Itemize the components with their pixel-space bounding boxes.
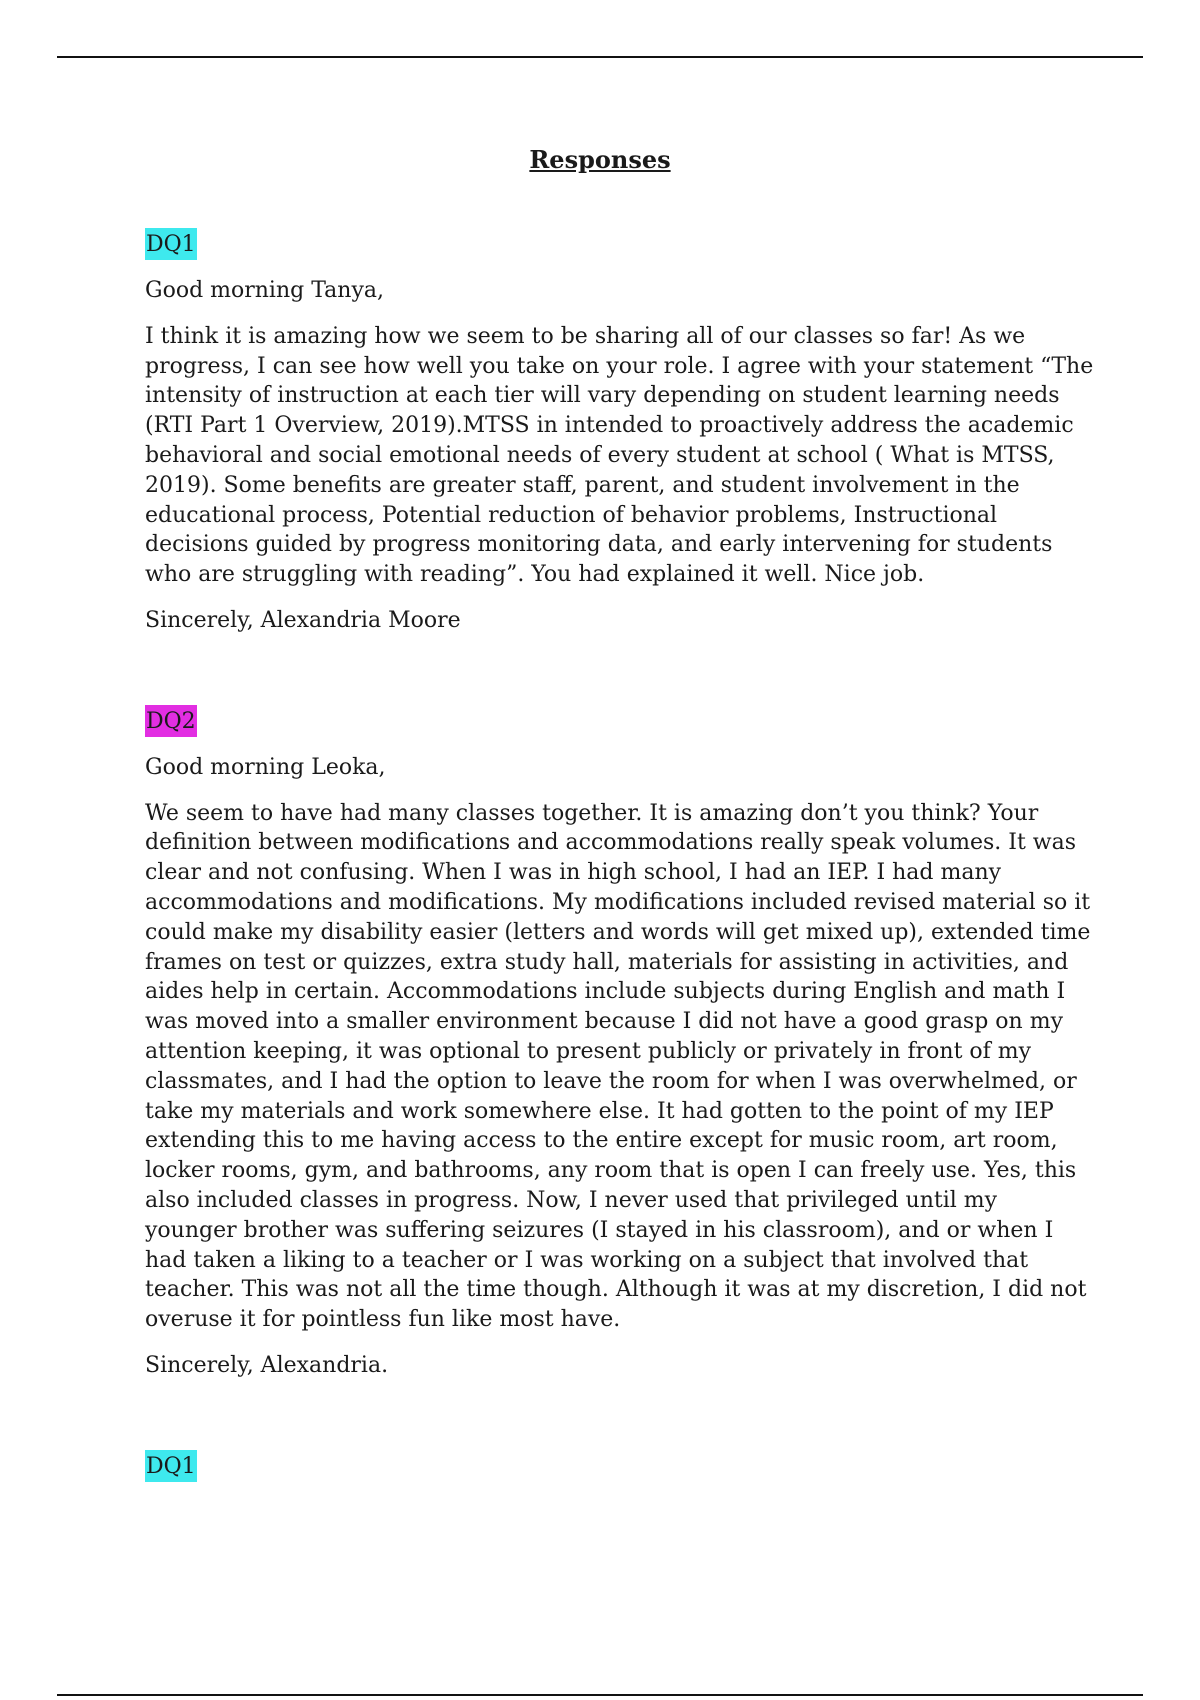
dq-tag: DQ2 (145, 705, 197, 737)
response-text: We seem to have had many classes together. It is amazing don’t you think? Your definition between modifications and accommodations really speak volumes. It was clear and not confusing. When I was in high school, I had an IEP. I had many accommodations and modifications. My modifications included revised material so it could make my disability easier (letters and words will get mixed up), extended time frames on test or quizzes, extra study hall, materials for assisting in activities, and aides help in certain. Accommodations include subjects during English and math I was moved into a smaller environment because I did not have a good grasp on my attention keeping, it was optional to present publicly or privately in front of my classmates, and I had the option to leave the room for when I was overwhelmed, or take my materials and work somewhere else. It had gotten to the point of my IEP extending this to me having access to the entire except for music room, art room, locker rooms, gym, and bathrooms, any room that is open I can freely use. Yes, this also included classes in progress. Now, I never used that privileged until my younger brother was suffering seizures (I stayed in his classroom), and or when I had taken a liking to a teacher or I was working on a subject that involved that teacher. This was not all the time though. Although it was at my discretion, I did not overuse it for pointless fun like most have. (145, 800, 1091, 1333)
sign-off: Sincerely, Alexandria. (145, 1352, 389, 1378)
response-section-dq2 (145, 705, 1095, 1381)
dq-tag: DQ1 (145, 1450, 197, 1482)
document-body (145, 228, 1095, 1551)
response-text: I think it is amazing how we seem to be sharing all of our classes so far! As we progress, I can see how well you take on your role. I agree with your statement “The intensity of instruction at each tier will vary depending on student learning needs (RTI Part 1 Overview, 2019).MTSS in intended to proactively address the academic behavioral and social emotional needs of every student at school ( What is MTSS, 2019). Some benefits are greater staff, parent, and student involvement in the educational process, Potential reduction of behavior problems, Instructional decisions guided by progress monitoring data, and early intervening for students who are struggling with reading”. You had explained it well. Nice job. (145, 323, 1094, 588)
top-rule (57, 56, 1143, 58)
page-title: Responses (529, 145, 671, 174)
greeting: Good morning Leoka, (145, 754, 386, 780)
greeting: Good morning Tanya, (145, 278, 385, 303)
response-section-dq1 (145, 228, 1095, 636)
dq-tag: DQ1 (145, 228, 197, 260)
bottom-rule (57, 1694, 1143, 1696)
response-section-dq1-second (145, 1450, 1095, 1482)
sign-off: Sincerely, Alexandria Moore (145, 607, 461, 633)
